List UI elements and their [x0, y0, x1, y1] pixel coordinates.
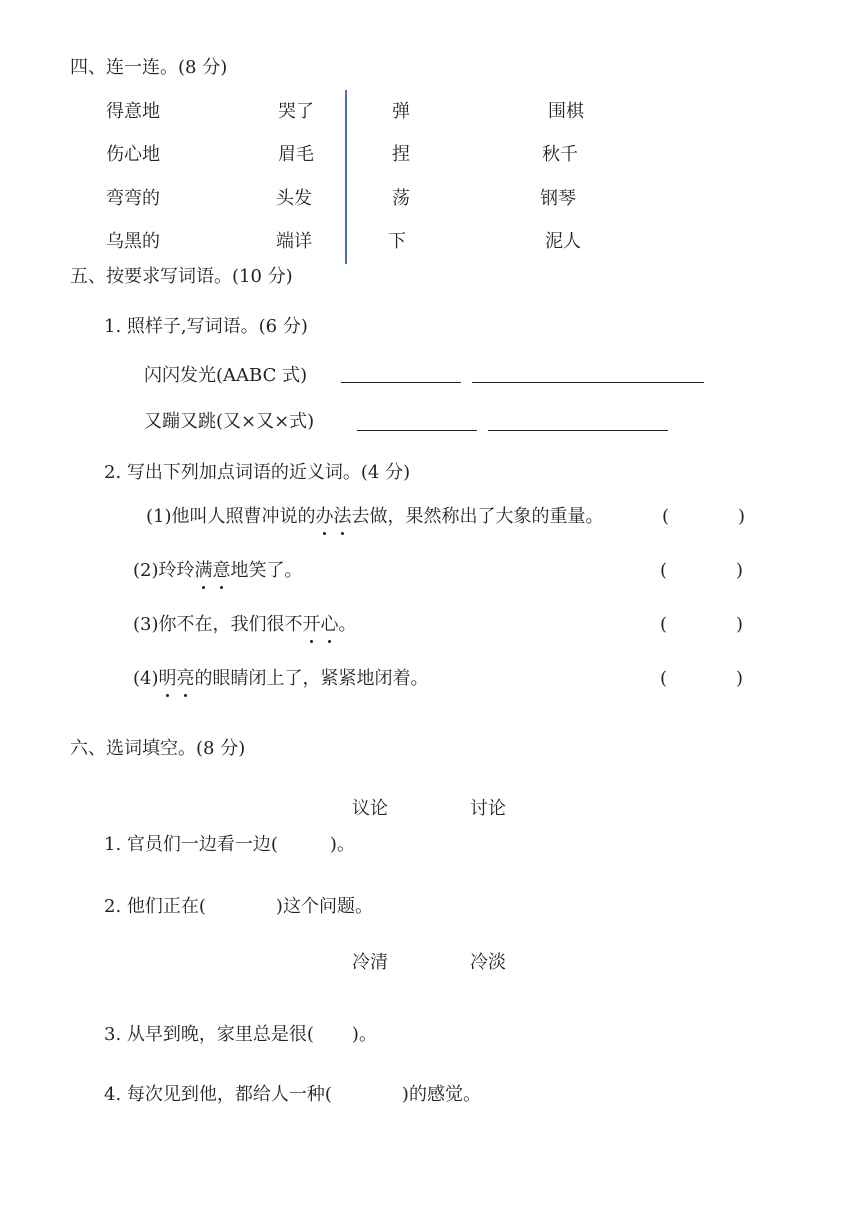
word-choice: 议论: [352, 798, 388, 819]
fill-question-3: 3. 从早到晚，家里总是很( )。: [104, 1024, 377, 1045]
match-right-item: 弹: [392, 101, 410, 122]
match-right-target: 秋千: [542, 144, 578, 165]
fill-question-1: 1. 官员们一边看一边( )。: [104, 834, 355, 855]
match-left-item: 弯弯的: [106, 188, 160, 209]
paren-close: ): [736, 560, 744, 581]
section4-title: 四、连一连。(8 分): [70, 57, 228, 78]
match-right-item: 捏: [392, 144, 410, 165]
match-left-item: 得意地: [106, 101, 160, 122]
answer-blank[interactable]: [341, 382, 461, 383]
paren-close: ): [736, 614, 744, 635]
match-left-item: 伤心地: [106, 144, 160, 165]
match-right-item: 下: [388, 231, 406, 252]
answer-blank[interactable]: [488, 430, 668, 431]
paren-open: (: [660, 668, 668, 689]
match-left-target: 哭了: [278, 101, 314, 122]
match-left-target: 端详: [276, 231, 312, 252]
paren-close: ): [736, 668, 744, 689]
paren-open: (: [660, 560, 668, 581]
answer-blank[interactable]: [357, 430, 477, 431]
word-choice: 冷淡: [470, 952, 506, 973]
match-left-target: 眉毛: [278, 144, 314, 165]
question-5-1-title: 1. 照样子,写词语。(6 分): [104, 316, 308, 337]
match-right-target: 泥人: [545, 231, 581, 252]
match-left-target: 头发: [276, 188, 312, 209]
sentence-1: (1)他叫人照曹冲说的办法去做，果然称出了大象的重量。: [146, 506, 604, 527]
question-5-2-title: 2. 写出下列加点词语的近义词。(4 分): [104, 462, 411, 483]
paren-open: (: [662, 506, 670, 527]
paren-open: (: [660, 614, 668, 635]
answer-blank[interactable]: [472, 382, 704, 383]
section5-title: 五、按要求写词语。(10 分): [70, 266, 293, 287]
fill-question-2: 2. 他们正在( )这个问题。: [104, 896, 373, 917]
paren-close: ): [738, 506, 746, 527]
section6-title: 六、选词填空。(8 分): [70, 738, 246, 759]
word-choice: 讨论: [470, 798, 506, 819]
match-left-item: 乌黑的: [106, 231, 160, 252]
sentence-4: (4)明亮的眼睛闭上了，紧紧地闭着。: [133, 668, 429, 689]
fill-question-4: 4. 每次见到他，都给人一种( )的感觉。: [104, 1084, 481, 1105]
example-aabc: 闪闪发光(AABC 式): [144, 365, 308, 386]
match-right-target: 围棋: [548, 101, 584, 122]
sentence-3: (3)你不在，我们很不开心。: [133, 614, 357, 635]
word-choice: 冷清: [352, 952, 388, 973]
sentence-2: (2)玲玲满意地笑了。: [133, 560, 303, 581]
match-right-item: 荡: [392, 188, 410, 209]
example-you-x-you-x: 又蹦又跳(又×又×式): [144, 411, 315, 432]
match-right-target: 钢琴: [540, 188, 576, 209]
column-divider: [345, 90, 347, 264]
